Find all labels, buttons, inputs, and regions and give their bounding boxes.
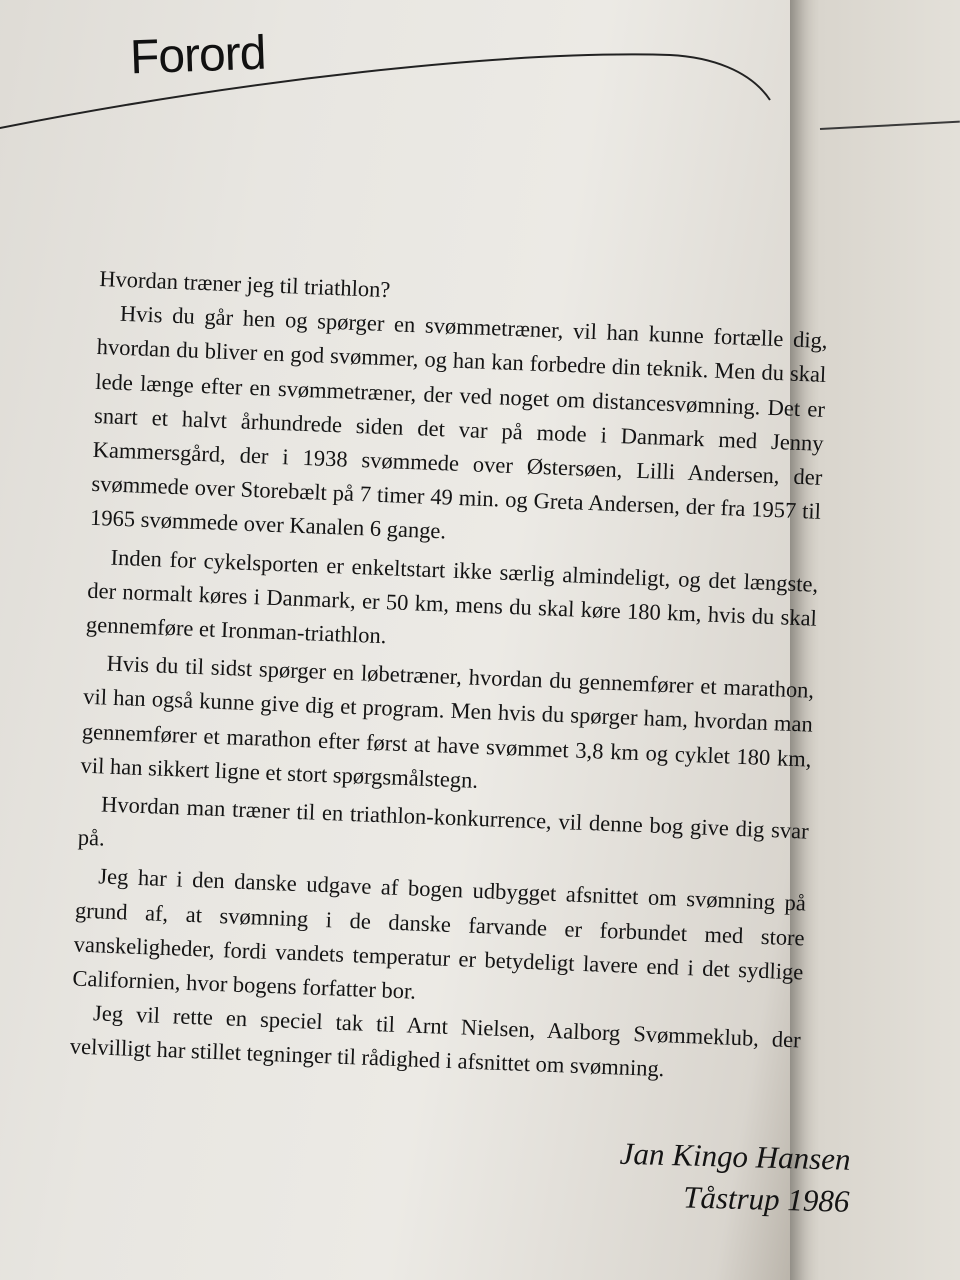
signature-name: Jan Kingo Hansen (619, 1135, 851, 1177)
header-rule (0, 40, 790, 150)
paragraph: Inden for cykelsporten er enkeltstart ikke særlig almindeligt, og det længste, der normalt køres i Danmark, er 50 km, mens du skal køre 180 km, hvis du skal gennemføre et Ironman-triathlon. (85, 544, 819, 649)
paragraph: Jeg har i den danske udgave af bogen udbygget afsnittet om svømning på grund af, at svømning i de danske farvande er forbundet med store vanskeligheder, fordi vandets temperatur er betydeligt lavere end i det sydlige Californien, hvor bogens forfatter bor. (72, 863, 807, 1004)
signature-place-year: Tåstrup 1986 (682, 1179, 850, 1219)
page-title: Forord (129, 26, 267, 85)
signature (559, 1131, 851, 1223)
paragraph: Hvordan træner jeg til triathlon? (98, 265, 391, 303)
paragraph: Jeg vil rette en speciel tak til Arnt Nielsen, Aalborg Svømmeklub, der velvilligt har stillet tegninger til rådighed i afsnittet om svømning. (69, 1000, 802, 1082)
paragraph: Hvordan man træner til en triathlon-konkurrence, vil denne bog give dig svar på. (77, 791, 810, 851)
foreword-body (69, 262, 829, 1092)
paragraph: Hvis du til sidst spørger en løbetræner, hvordan du gennemfører et marathon, vil han også kunne give dig et program. Men hvis du spørger ham, hvordan man gennemfører et marathon efter først at have svømmet 3,8 km og cyklet 180 km, vil han sikkert ligne et stort spørgsmålstegn. (80, 650, 815, 793)
paragraph: Hvis du går hen og spørger en svømmetræner, vil han kunne fortælle dig, hvordan du bliver en god svømmer, og han kan forbedre din teknik. Men du skal lede længe efter en svømmetræner, der ved noget om distancesvømning. Det er snart et halvt århundrede siden det var på mode i Danmark med Jenny Kammersgård, der i 1938 svømmede over Østersøen, Lilli Andersen, der svømmede over Storebælt på 7 timer 49 min. og Greta Andersen, der fra 1957 til 1965 svømmede over Kanalen 6 gange. (89, 301, 828, 544)
